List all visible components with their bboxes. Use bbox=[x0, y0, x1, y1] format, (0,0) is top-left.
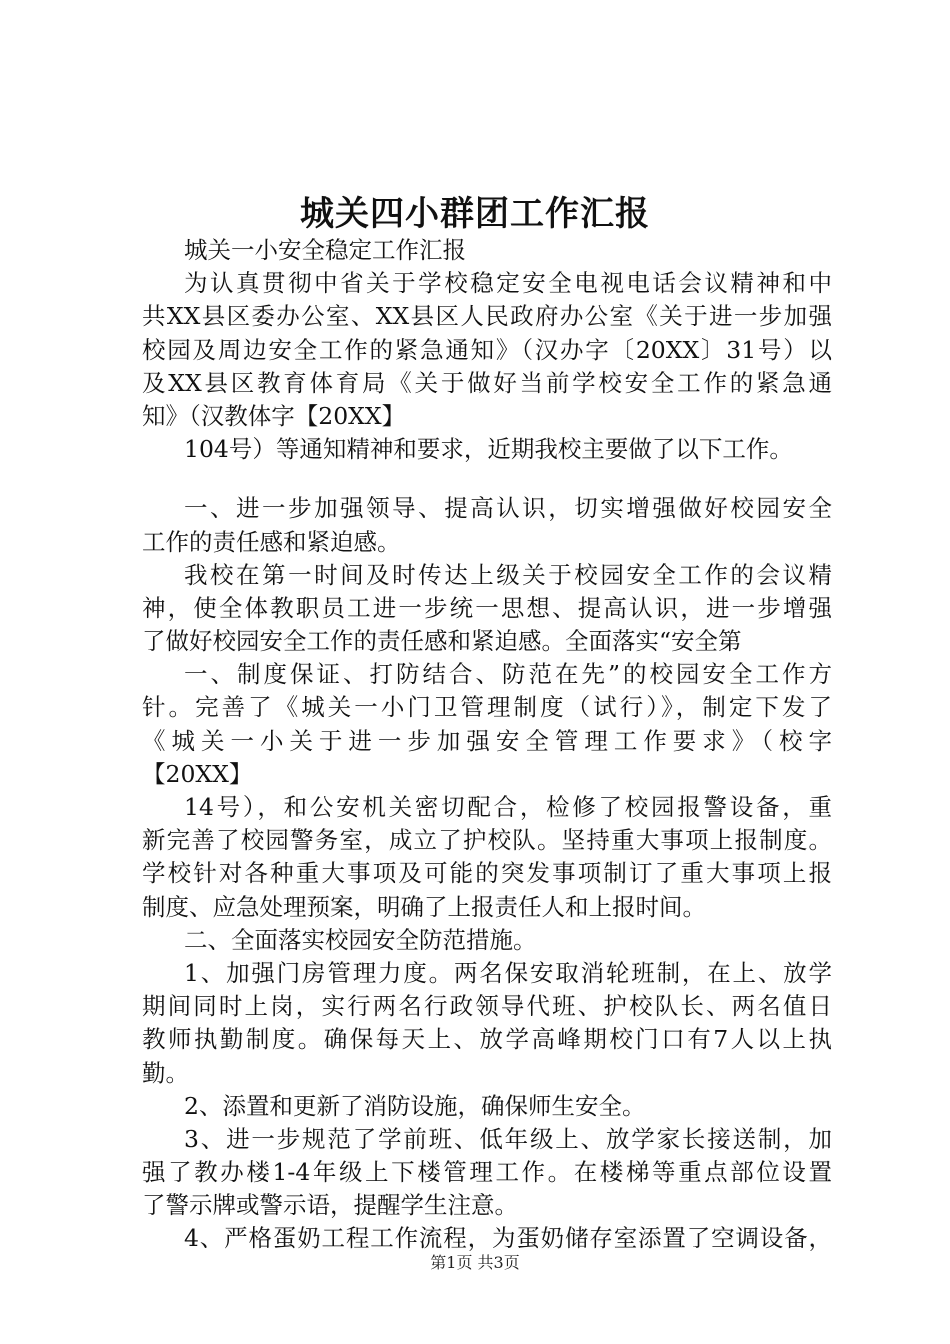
text-line: 工作的责任感和紧迫感。 bbox=[142, 527, 401, 556]
text-line: 神，使全体教职员工进一步统一思想、提高认识，进一步增强 bbox=[142, 593, 832, 622]
document-body bbox=[142, 234, 832, 1256]
text-line: 新完善了校园警务室，成立了护校队。坚持重大事项上报制度。 bbox=[142, 826, 832, 855]
text-line: 一、制度保证、打防结合、防范在先”的校园安全工作方 bbox=[184, 660, 832, 689]
text-line: 及XX县区教育体育局《关于做好当前学校安全工作的紧急通 bbox=[142, 368, 832, 397]
text-line: 【20XX】 bbox=[142, 759, 253, 788]
text-line: 城关一小安全稳定工作汇报 bbox=[184, 236, 466, 264]
text-line: 《城关一小关于进一步加强安全管理工作要求》（校字 bbox=[142, 726, 832, 755]
text-line: 我校在第一时间及时传达上级关于校园安全工作的会议精 bbox=[184, 560, 832, 589]
text-line: 104号）等通知精神和要求，近期我校主要做了以下工作。 bbox=[184, 435, 793, 464]
text-line: 期间同时上岗，实行两名行政领导代班、护校队长、两名值日 bbox=[142, 992, 832, 1021]
text-line: 共XX县区委办公室、XX县区人民政府办公室《关于进一步加强 bbox=[142, 302, 832, 331]
text-line: 强了教办楼1-4年级上下楼管理工作。在楼梯等重点部位设置 bbox=[142, 1158, 832, 1187]
text-line: 教师执勤制度。确保每天上、放学高峰期校门口有7人以上执 bbox=[142, 1025, 832, 1054]
text-line: 1、加强门房管理力度。两名保安取消轮班制，在上、放学 bbox=[184, 958, 832, 987]
text-line: 2、添置和更新了消防设施，确保师生安全。 bbox=[184, 1091, 646, 1120]
document-title: 城关四小群团工作汇报 bbox=[300, 194, 650, 234]
text-line: 二、全面落实校园安全防范措施。 bbox=[184, 925, 537, 954]
text-line: 针。完善了《城关一小门卫管理制度（试行）》，制定下发了 bbox=[142, 693, 832, 722]
text-line: 4、严格蛋奶工程工作流程，为蛋奶储存室添置了空调设备， bbox=[184, 1224, 832, 1253]
text-line: 了警示牌或警示语，提醒学生注意。 bbox=[142, 1191, 518, 1220]
text-line: 14号），和公安机关密切配合，检修了校园报警设备，重 bbox=[184, 793, 832, 821]
text-line: 校园及周边安全工作的紧急通知》（汉办字〔20XX〕31号）以 bbox=[142, 335, 832, 364]
text-line: 一、进一步加强领导、提高认识，切实增强做好校园安全 bbox=[184, 494, 832, 523]
text-line: 制度、应急处理预案，明确了上报责任人和上报时间。 bbox=[142, 892, 706, 921]
text-line: 了做好校园安全工作的责任感和紧迫感。全面落实“安全第 bbox=[142, 627, 742, 656]
text-line: 勤。 bbox=[142, 1058, 189, 1087]
text-line: 为认真贯彻中省关于学校稳定安全电视电话会议精神和中 bbox=[184, 269, 832, 298]
text-line: 知》（汉教体字【20XX】 bbox=[142, 401, 406, 430]
paragraph-gap bbox=[142, 466, 832, 492]
text-line: 学校针对各种重大事项及可能的突发事项制订了重大事项上报 bbox=[142, 859, 832, 888]
page-footer: 第1页 共3页 bbox=[430, 1253, 520, 1272]
text-line: 3、进一步规范了学前班、低年级上、放学家长接送制，加 bbox=[184, 1124, 832, 1153]
